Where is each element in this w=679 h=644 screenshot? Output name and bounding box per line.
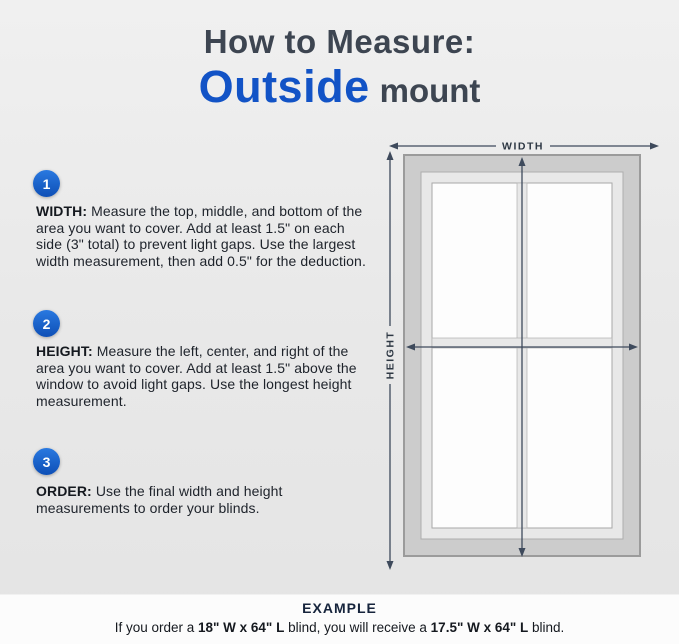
step-2-text (36, 343, 372, 409)
title-line-1: How to Measure: (203, 23, 476, 60)
example-part-2: blind, you will receive a (284, 620, 431, 635)
window-diagram (378, 132, 670, 584)
step-1-label: WIDTH: (36, 203, 88, 219)
title-line-2 (0, 62, 679, 112)
title-highlight: Outside (198, 61, 370, 113)
step-2-label: HEIGHT: (36, 343, 93, 359)
example-heading: EXAMPLE (302, 600, 377, 616)
example-bar (0, 594, 679, 644)
step-1-body: Measure the top, middle, and bottom of the area you want to cover. Add at least 1.5" on each side (3" total) to prevent light gaps. Use the largest width measurement, then add 0.5" for the deduction. (36, 203, 366, 269)
page-title (0, 24, 679, 112)
step-3-body: Use the final width and height measurements to order your blinds. (36, 483, 283, 516)
example-bold-2: 17.5" W x 64" L (430, 620, 529, 635)
example-bold-1: 18" W x 64" L (198, 620, 285, 635)
example-text (0, 620, 679, 635)
width-label: WIDTH (502, 140, 544, 153)
step-2-body: Measure the left, center, and right of the area you want to cover. Add at least 1.5" above the window to avoid light gaps. Use the longest height measurement. (36, 343, 357, 409)
example-part-1: If you order a (114, 620, 198, 635)
step-1-text (36, 203, 372, 269)
step-3-text (36, 483, 372, 516)
step-3-label: ORDER: (36, 483, 92, 499)
example-part-3: blind. (528, 620, 565, 635)
step-3-badge: 3 (33, 448, 60, 475)
title-suffix: mount (379, 72, 481, 110)
height-label: HEIGHT (384, 330, 397, 380)
step-2-badge: 2 (33, 310, 60, 337)
step-1-badge: 1 (33, 170, 60, 197)
